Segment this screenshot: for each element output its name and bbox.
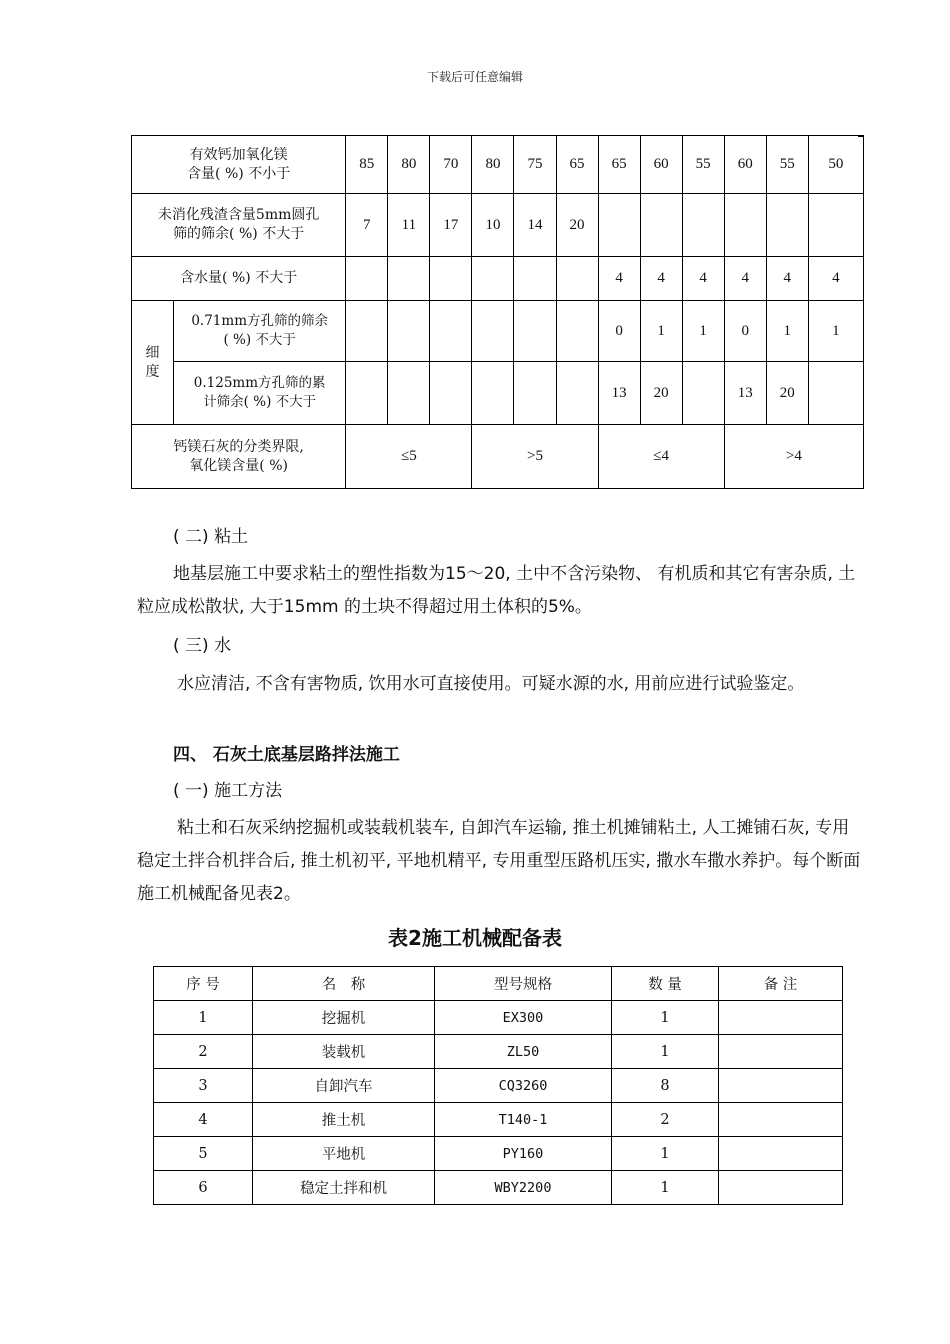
section-heading	[137, 521, 861, 554]
table-cell: 6	[154, 1171, 253, 1205]
table-cell	[719, 1035, 843, 1069]
row-label	[174, 362, 346, 425]
paragraph	[137, 668, 861, 701]
table-cell: 平地机	[253, 1137, 435, 1171]
value-cell: 1	[682, 301, 724, 362]
table-cell: 装载机	[253, 1035, 435, 1069]
value-cell: 80	[388, 136, 430, 194]
table-cell	[719, 1069, 843, 1103]
value-cell: 4	[598, 257, 640, 301]
value-cell: 85	[346, 136, 388, 194]
table-cell: 推土机	[253, 1103, 435, 1137]
row-label-line: 含水量( %) 不大于	[180, 270, 298, 286]
value-cell: 17	[430, 194, 472, 257]
section-heading-text: ( 一) 施工方法	[173, 781, 283, 801]
column-header: 备 注	[719, 967, 843, 1001]
value-cell	[430, 362, 472, 425]
fineness-label-line: 细	[145, 344, 160, 361]
row-label-line: 含量( %) 不小于	[187, 165, 291, 182]
table-header-row	[154, 967, 843, 1001]
value-cell: 65	[556, 136, 598, 194]
lime-quality-table	[131, 135, 864, 489]
class-cell: ≤5	[346, 425, 472, 489]
value-cell	[472, 257, 514, 301]
row-label-line: 计筛余( %) 不大于	[203, 394, 317, 410]
value-cell: 11	[388, 194, 430, 257]
table-row	[132, 301, 864, 362]
column-header: 名 称	[253, 967, 435, 1001]
table-cell: 3	[154, 1069, 253, 1103]
value-cell: 1	[808, 301, 863, 362]
value-cell: 4	[682, 257, 724, 301]
row-label	[132, 425, 346, 489]
value-cell	[556, 301, 598, 362]
value-cell	[472, 301, 514, 362]
table-cell: EX300	[435, 1001, 612, 1035]
table-cell: PY160	[435, 1137, 612, 1171]
value-cell: 65	[598, 136, 640, 194]
table-row	[132, 257, 864, 301]
value-cell	[346, 362, 388, 425]
row-label-line: 未消化残渣含量5mm圆孔	[157, 207, 320, 223]
row-label	[174, 301, 346, 362]
table-cell: WBY2200	[435, 1171, 612, 1205]
table-cell: 1	[612, 1035, 719, 1069]
value-cell	[388, 301, 430, 362]
row-label-line: 筛的筛余( %) 不大于	[173, 226, 305, 242]
value-cell	[556, 257, 598, 301]
table-cell	[719, 1137, 843, 1171]
value-cell	[388, 362, 430, 425]
value-cell: 4	[766, 257, 808, 301]
table-row	[132, 362, 864, 425]
value-cell	[346, 257, 388, 301]
value-cell: 75	[514, 136, 556, 194]
value-cell: 14	[514, 194, 556, 257]
table-cell	[719, 1171, 843, 1205]
value-cell	[724, 194, 766, 257]
section-heading	[137, 630, 861, 663]
table-cell: 1	[612, 1171, 719, 1205]
value-cell: 20	[640, 362, 682, 425]
chapter-heading	[137, 739, 861, 772]
paragraph-text: 水应清洁, 不含有害物质, 饮用水可直接使用。可疑水源的水, 用前应进行试验鉴定。	[177, 674, 805, 694]
fineness-label	[132, 301, 174, 425]
fineness-label-line: 度	[145, 363, 160, 380]
row-label-line: 有效钙加氧化镁	[189, 146, 288, 163]
value-cell: 50	[808, 136, 863, 194]
paragraph	[137, 558, 861, 624]
value-cell	[640, 194, 682, 257]
value-cell	[430, 257, 472, 301]
value-cell: 70	[430, 136, 472, 194]
row-label	[132, 257, 346, 301]
table-cell: 5	[154, 1137, 253, 1171]
value-cell: 13	[724, 362, 766, 425]
value-cell	[682, 362, 724, 425]
table-cell: T140-1	[435, 1103, 612, 1137]
table-row	[154, 1171, 843, 1205]
table-cell	[719, 1001, 843, 1035]
value-cell	[346, 301, 388, 362]
value-cell: 55	[766, 136, 808, 194]
section-heading-text: ( 二) 粘土	[173, 527, 249, 547]
value-cell	[808, 194, 863, 257]
class-cell: >5	[472, 425, 598, 489]
class-cell: >4	[724, 425, 863, 489]
value-cell: 7	[346, 194, 388, 257]
value-cell: 60	[724, 136, 766, 194]
table-cell: 1	[612, 1001, 719, 1035]
value-cell	[556, 362, 598, 425]
table-cell: 挖掘机	[253, 1001, 435, 1035]
machinery-table	[153, 966, 843, 1205]
table-cell: 稳定土拌和机	[253, 1171, 435, 1205]
column-header: 型号规格	[435, 967, 612, 1001]
value-cell: 10	[472, 194, 514, 257]
paragraph-text: 粘土和石灰采纳挖掘机或装载机装车, 自卸汽车运输, 推土机摊铺粘土, 人工摊铺石灰, 专用稳定土拌合机拌合后, 推土机初平, 平地机精平, 专用重型压路机压实, 撒水车撒水养护。每个断面施工机械配备见表2。	[137, 818, 861, 904]
value-cell	[514, 301, 556, 362]
row-label-line: 0.125mm方孔筛的累	[193, 375, 326, 391]
table-row	[154, 1035, 843, 1069]
paragraph-text: 地基层施工中要求粘土的塑性指数为15～20, 土中不含污染物、 有机质和其它有害杂质, 土粒应成松散状, 大于15mm 的土块不得超过用土体积的5%。	[137, 564, 856, 617]
table-cell: ZL50	[435, 1035, 612, 1069]
value-cell: 1	[766, 301, 808, 362]
table-cell: 自卸汽车	[253, 1069, 435, 1103]
value-cell: 4	[640, 257, 682, 301]
column-header: 序 号	[154, 967, 253, 1001]
paragraph	[137, 812, 861, 911]
value-cell: 13	[598, 362, 640, 425]
value-cell: 0	[724, 301, 766, 362]
value-cell	[430, 301, 472, 362]
table-cell: CQ3260	[435, 1069, 612, 1103]
value-cell: 4	[808, 257, 863, 301]
value-cell	[766, 194, 808, 257]
row-label-line: 0.71mm方孔筛的筛余	[191, 313, 328, 329]
table-caption: 表2施工机械配备表	[388, 926, 562, 950]
table-row	[132, 425, 864, 489]
table-cell: 1	[154, 1001, 253, 1035]
value-cell	[388, 257, 430, 301]
value-cell: 0	[598, 301, 640, 362]
table-cell: 2	[154, 1035, 253, 1069]
table-row	[132, 194, 864, 257]
value-cell: 4	[724, 257, 766, 301]
section-heading	[137, 775, 861, 808]
value-cell	[514, 257, 556, 301]
table-row	[154, 1137, 843, 1171]
header-note: 下载后可任意编辑	[426, 70, 523, 84]
value-cell	[682, 194, 724, 257]
value-cell	[514, 362, 556, 425]
row-label-line: ( %) 不大于	[223, 332, 296, 348]
row-label-line: 氧化镁含量( %)	[189, 457, 288, 474]
value-cell: 60	[640, 136, 682, 194]
table-cell: 2	[612, 1103, 719, 1137]
table-row	[154, 1103, 843, 1137]
value-cell: 80	[472, 136, 514, 194]
value-cell	[808, 362, 863, 425]
table-row	[132, 136, 864, 194]
row-label	[132, 194, 346, 257]
class-cell: ≤4	[598, 425, 724, 489]
table-cell: 1	[612, 1137, 719, 1171]
table-row	[154, 1001, 843, 1035]
value-cell: 20	[556, 194, 598, 257]
table-cell: 4	[154, 1103, 253, 1137]
table-cell	[719, 1103, 843, 1137]
row-label	[132, 136, 346, 194]
value-cell: 20	[766, 362, 808, 425]
value-cell	[472, 362, 514, 425]
row-label-line: 钙镁石灰的分类界限,	[173, 438, 304, 455]
column-header: 数 量	[612, 967, 719, 1001]
value-cell: 1	[640, 301, 682, 362]
table-cell: 8	[612, 1069, 719, 1103]
table-row	[154, 1069, 843, 1103]
value-cell	[598, 194, 640, 257]
chapter-heading-text: 四、 石灰土底基层路拌法施工	[173, 745, 400, 765]
section-heading-text: ( 三) 水	[173, 636, 232, 656]
value-cell: 55	[682, 136, 724, 194]
